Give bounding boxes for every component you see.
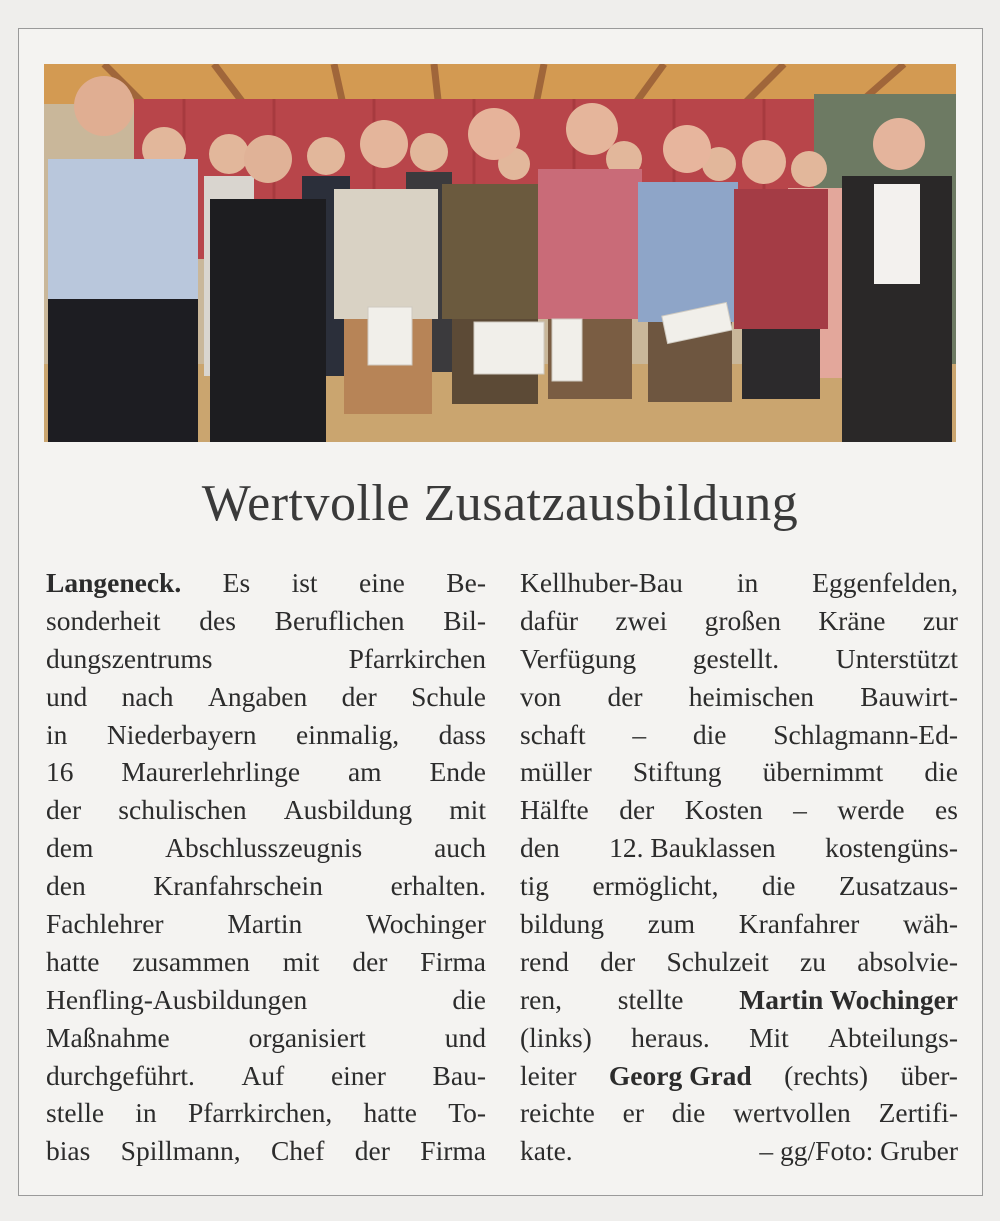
word: (links) (520, 1021, 592, 1053)
word: Be- (446, 567, 486, 598)
word: Niederbayern (106, 718, 257, 750)
text-line (520, 753, 958, 791)
word: Firma (420, 1135, 486, 1167)
text-line (46, 1132, 486, 1170)
word: – gg/Foto: Gruber (759, 1135, 958, 1167)
text-line (520, 905, 958, 943)
text-line (520, 1094, 958, 1132)
text-line (520, 602, 958, 640)
article-left-column (46, 564, 486, 1170)
text-line (520, 678, 958, 716)
text-line (46, 716, 486, 754)
text-line (520, 943, 958, 981)
text-line (46, 602, 486, 640)
text-line (46, 1019, 486, 1057)
word: leiter (520, 1059, 577, 1091)
word: Ende (429, 756, 486, 788)
word: hatte (46, 945, 100, 977)
text-line (46, 1094, 486, 1132)
text-line (46, 678, 486, 716)
word: Kranfahrschein (153, 870, 323, 902)
text-line (46, 791, 486, 829)
word: To- (448, 1097, 486, 1129)
word: in (46, 718, 68, 750)
word: dungszentrums (46, 642, 213, 674)
word: die (671, 1097, 706, 1129)
word: nach (121, 680, 174, 712)
word: Abteilungs- (828, 1021, 958, 1053)
word: stellte (617, 983, 684, 1015)
text-line (46, 564, 486, 602)
article-right-column (520, 564, 958, 1170)
text-line (46, 981, 486, 1019)
article-headline: Wertvolle Zusatzausbildung (201, 475, 799, 532)
word: 12. Bauklassen (609, 832, 776, 864)
word: eine (359, 567, 405, 598)
word: Bauwirt- (860, 680, 958, 712)
word: den (520, 832, 560, 864)
word: Schlagmann-Ed- (773, 718, 958, 750)
text-line (46, 943, 486, 981)
word: Stiftung (632, 756, 722, 788)
word: übernimmt (762, 756, 884, 788)
word: bias (46, 1135, 91, 1167)
word: dem (46, 832, 94, 864)
text-line (520, 867, 958, 905)
word: die (761, 870, 796, 902)
word: die (452, 983, 486, 1015)
word: werde (837, 794, 905, 826)
word: Maßnahme (46, 1021, 170, 1053)
word: Es (222, 567, 251, 598)
word: Martin (227, 908, 303, 940)
word: Zusatzaus- (838, 870, 958, 902)
word: – (793, 794, 807, 826)
bold-name: Langeneck. (46, 567, 182, 598)
bold-name: Martin Wochinger (739, 983, 958, 1015)
word: durchgeführt. (46, 1059, 195, 1091)
word: der (600, 945, 636, 977)
word: dafür (520, 604, 579, 636)
word: kostengüns- (825, 832, 958, 864)
word: Pfarrkirchen (348, 642, 486, 674)
word: Chef (270, 1135, 325, 1167)
word: organisiert (248, 1021, 366, 1053)
word: und (444, 1021, 486, 1053)
word: hatte (363, 1097, 417, 1129)
word: reichte (520, 1097, 595, 1129)
text-line (520, 564, 958, 602)
word: und (46, 680, 88, 712)
word: die (924, 756, 958, 788)
word: Kräne (818, 604, 886, 636)
word: zwei (615, 604, 668, 636)
word: in (736, 567, 759, 598)
word: den (46, 870, 86, 902)
word: er (622, 1097, 644, 1129)
word: Unterstützt (835, 642, 958, 674)
word: der (46, 794, 82, 826)
word: am (347, 756, 382, 788)
word: mit (282, 945, 320, 977)
word: Spillmann, (120, 1135, 241, 1167)
word: Bau- (432, 1059, 486, 1091)
word: Verfügung (520, 642, 637, 674)
text-line (520, 829, 958, 867)
text-line (46, 829, 486, 867)
text-line (46, 640, 486, 678)
word: Beruflichen (274, 604, 405, 636)
word: Fachlehrer (46, 908, 164, 940)
word: die (692, 718, 727, 750)
word: wäh- (903, 908, 958, 940)
word: müller (520, 756, 592, 788)
word: sonderheit (46, 604, 161, 636)
word: über- (900, 1059, 958, 1091)
word: Bil- (443, 604, 486, 636)
word: einmalig, (296, 718, 400, 750)
word: heraus. (631, 1021, 710, 1053)
word: zum (647, 908, 696, 940)
word: 16 (46, 756, 74, 788)
text-line (520, 791, 958, 829)
text-line (520, 640, 958, 678)
word: Hälfte (520, 794, 589, 826)
word: ren, (520, 983, 562, 1015)
word: erhalten. (390, 870, 486, 902)
word: Eggenfelden, (812, 567, 958, 598)
word: der (619, 794, 655, 826)
word: ist (291, 567, 318, 598)
word: kate. (520, 1135, 573, 1167)
text-line (46, 753, 486, 791)
word: des (199, 604, 236, 636)
text-line (520, 1057, 958, 1095)
word: Kosten (684, 794, 763, 826)
word: rend (520, 945, 569, 977)
word: schulischen (118, 794, 247, 826)
word: Ausbildung (283, 794, 413, 826)
text-line (520, 716, 958, 754)
word: schaft (520, 718, 586, 750)
word: zu (800, 945, 826, 977)
word: wertvollen (733, 1097, 851, 1129)
word: von (520, 680, 562, 712)
word: der (341, 680, 377, 712)
word: Abschlusszeugnis (165, 832, 363, 864)
group-photo (44, 64, 956, 442)
word: stelle (46, 1097, 105, 1129)
word: bildung (520, 908, 605, 940)
text-line (520, 1132, 958, 1170)
word: Zertifi- (878, 1097, 958, 1129)
word: Mit (749, 1021, 789, 1053)
word: Angaben (207, 680, 308, 712)
word: Schule (411, 680, 486, 712)
text-line (46, 905, 486, 943)
word: zusammen (132, 945, 250, 977)
word: Schulzeit (666, 945, 769, 977)
word: der (352, 945, 388, 977)
word: gestellt. (692, 642, 780, 674)
word: (rechts) (784, 1059, 869, 1091)
text-line (520, 1019, 958, 1057)
word: tig (520, 870, 550, 902)
word: zur (922, 604, 958, 636)
word: der (354, 1135, 390, 1167)
text-line (46, 867, 486, 905)
word: in (135, 1097, 157, 1129)
text-line (46, 1057, 486, 1095)
word: mit (449, 794, 486, 826)
word: Wochinger (366, 908, 486, 940)
word: Pfarrkirchen, (187, 1097, 333, 1129)
word: auch (434, 832, 486, 864)
text-line (520, 981, 958, 1019)
word: heimischen (688, 680, 815, 712)
bold-name: Georg Grad (608, 1059, 752, 1091)
word: dass (438, 718, 486, 750)
word: Maurerlehrlinge (121, 756, 301, 788)
group-photo-image (44, 64, 956, 442)
word: großen (704, 604, 781, 636)
word: der (607, 680, 643, 712)
word: ermöglicht, (592, 870, 719, 902)
word: einer (330, 1059, 386, 1091)
word: absolvie- (857, 945, 958, 977)
word: Auf (241, 1059, 285, 1091)
word: Firma (420, 945, 486, 977)
word: Henfling-Ausbildungen (46, 983, 308, 1015)
word: Kranfahrer (738, 908, 860, 940)
word: – (632, 718, 647, 750)
word: Kellhuber-Bau (520, 567, 683, 598)
word: es (935, 794, 958, 826)
